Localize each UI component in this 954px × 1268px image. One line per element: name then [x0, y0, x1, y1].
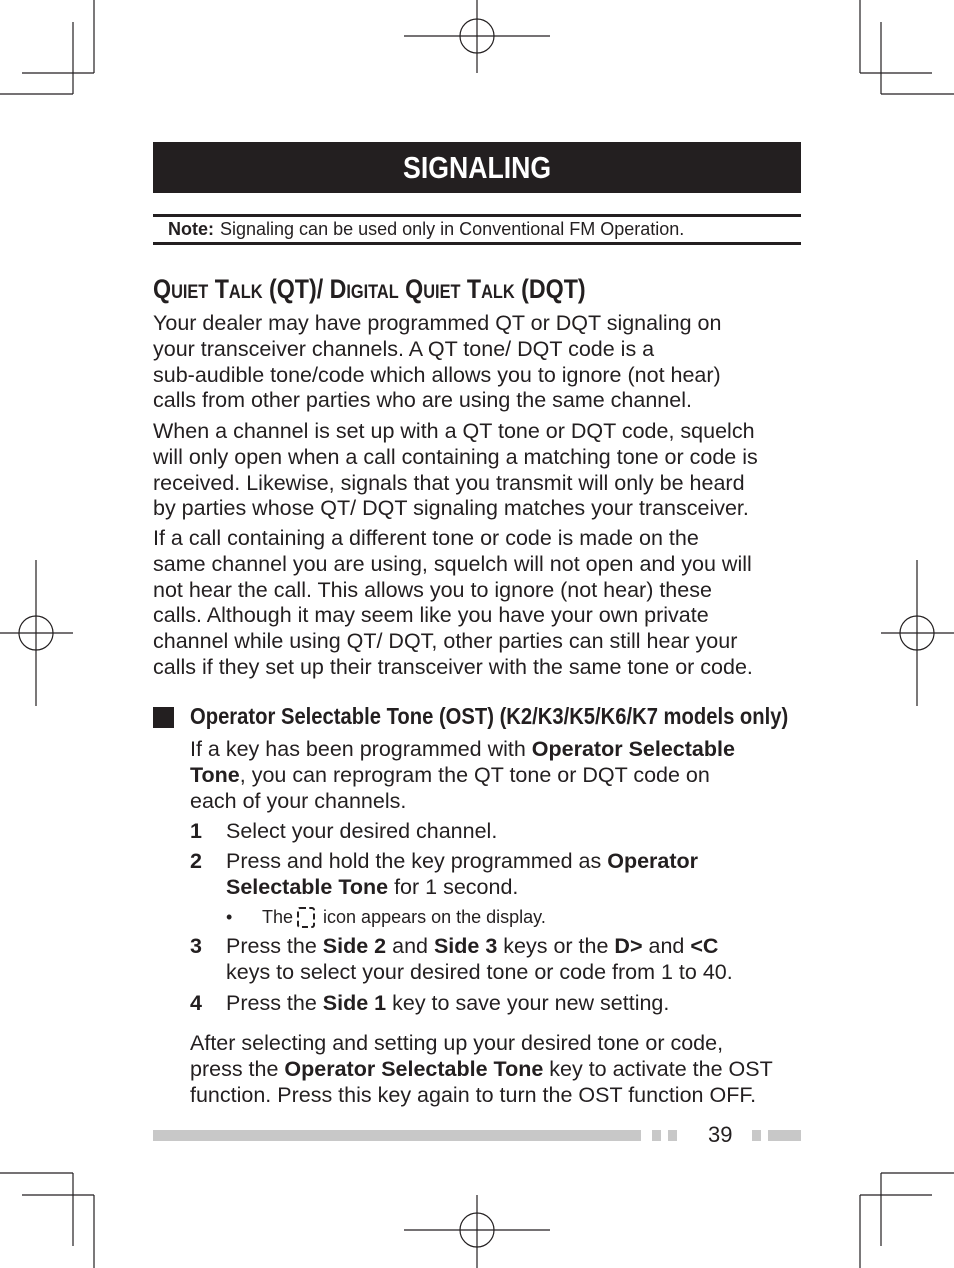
page-title: SIGNALING — [402, 149, 552, 185]
note-label: Note: — [168, 219, 214, 239]
page-number: 39 — [708, 1122, 733, 1147]
ost-intro: If a key has been programmed with Operator Selectable Tone, you can reprogram the QT tone or DQT code on each of your channels. — [190, 737, 735, 813]
step-text: Press the Side 2 and Side 3 keys or the D> and <C keys to select your desired tone or code from 1 to 40. — [226, 934, 733, 984]
ost-display-icon — [297, 907, 315, 928]
footer-square — [752, 1130, 761, 1141]
paragraph-qt-squelch: When a channel is set up with a QT tone or DQT code, squelch will only open when a call containing a matching tone or code is received. Likewise, signals that you transmit will only be heard by parties whose QT/ DQT signaling matches your transceiver. — [153, 419, 758, 521]
paragraph-qt-different: If a call containing a different tone or code is made on the same channel you are using, squelch will not open and you will not hear the call. This allows you to ignore (not hear) these calls. Although it may seem like you have your own private channel while using QT/ DQT, other parties can still hear your calls if they set up their transceiver with the same tone or code. — [153, 526, 753, 679]
step-text: Press the Side 1 key to save your new setting. — [226, 991, 670, 1015]
ost-after-text: After selecting and setting up your desired tone or code, press the Operator Selectable Tone key to activate the OST function. Press this key again to turn the OST function OFF. — [190, 1031, 773, 1107]
step-text: Press and hold the key programmed as Operator Selectable Tone for 1 second. — [226, 849, 699, 899]
footer-bar — [153, 1130, 641, 1141]
step-number: 2 — [190, 849, 202, 873]
note-text: Signaling can be used only in Conventional FM Operation. — [220, 219, 685, 239]
step-number: 4 — [190, 991, 202, 1015]
footer-square — [668, 1130, 677, 1141]
footer-square — [652, 1130, 661, 1141]
step-number: 1 — [190, 819, 202, 843]
step-text: Select your desired channel. — [226, 819, 498, 843]
square-bullet-icon — [153, 707, 174, 728]
paragraph-qt-intro: Your dealer may have programmed QT or DQT signaling on your transceiver channels. A QT tone/ DQT code is a sub-audible tone/code which allows you to ignore (not hear) calls from other parties who are using the same channel. — [153, 311, 722, 413]
section-header-bar — [153, 142, 801, 193]
step-2-sub-item: • The icon appears on the display. — [226, 907, 546, 927]
step-number: 3 — [190, 934, 202, 958]
footer-bar-right — [768, 1130, 801, 1141]
note-box — [153, 214, 801, 245]
ost-subtitle: Operator Selectable Tone (OST) (K2/K3/K5/K6/K7 models only) — [190, 703, 789, 729]
section-title: QUIET TALK (QT)/ DIGITAL QUIET TALK (DQT) — [153, 274, 586, 304]
